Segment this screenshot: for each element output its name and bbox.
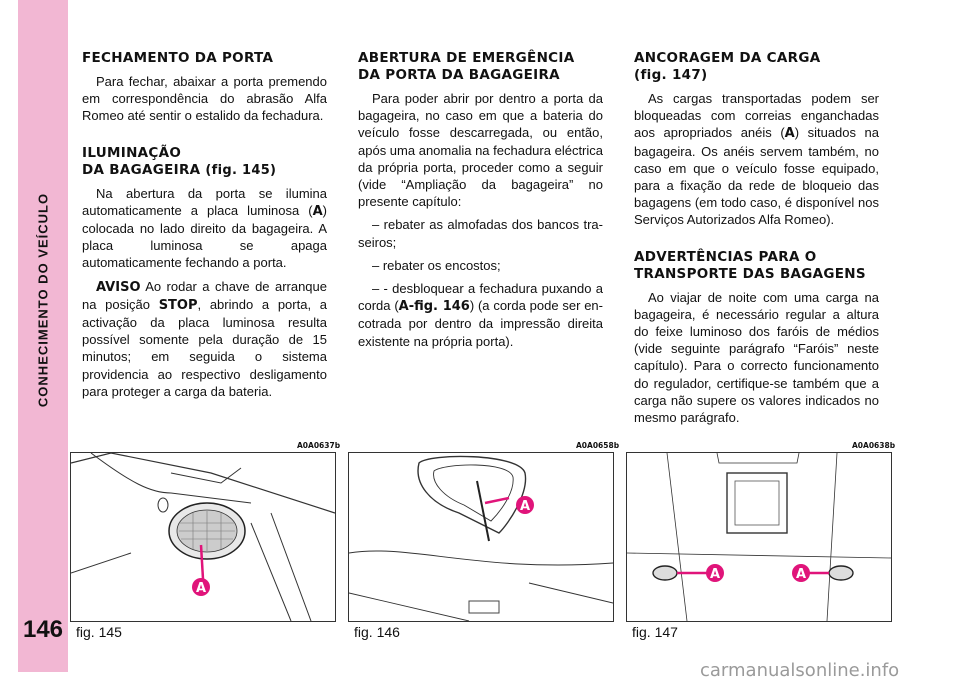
- callout-a: A: [709, 567, 721, 582]
- column-3: [634, 50, 879, 432]
- cargo-rings-illustration: [627, 453, 891, 621]
- figure-caption-146: fig. 146: [354, 624, 400, 640]
- section-sidebar: [18, 0, 68, 672]
- figure-146: [348, 452, 614, 622]
- paragraph-emergency-intro: Para poder abrir por dentro a porta da bagageira, no caso em que a bateria do veículo fosse descarregada, ou então, após uma anomalia na fechadura eléctrica da própria porta, proceder como a seguir (vide “Ampliação da bagageira” no presente capítulo:: [358, 91, 603, 210]
- figure-147: [626, 452, 892, 622]
- page-number: 146: [22, 616, 64, 643]
- figure-ref: (fig. 145): [205, 162, 277, 178]
- column-1: [82, 50, 327, 406]
- callout-a: A: [195, 581, 207, 596]
- luggage-light-illustration: [71, 453, 335, 621]
- paragraph-step-1: – rebater as almofadas dos bancos traseiros;: [358, 217, 603, 250]
- watermark: carmanualsonline.info: [700, 660, 900, 681]
- figure-code-147: A0A0638b: [852, 441, 896, 450]
- callout-a: A: [795, 567, 807, 582]
- figure-code-146: A0A0658b: [576, 441, 620, 450]
- figure-caption-145: fig. 145: [76, 624, 122, 640]
- figure-caption-147: fig. 147: [632, 624, 678, 640]
- figure-ref: (fig. 147): [634, 67, 708, 83]
- emergency-cord-illustration: [349, 453, 613, 621]
- heading-luggage-lighting: ILUMINAÇÃO DA BAGAGEIRA (fig. 145): [82, 144, 277, 178]
- column-2: [358, 50, 603, 356]
- paragraph-lighting: Na abertura da porta se ilumina automaticamente a placa luminosa (A) colocada no lado direito da bagageira. A placa luminosa se apaga automaticamente fechando a porta.: [82, 185, 327, 271]
- heading-cargo-anchoring: ANCORAGEM DA CARGA (fig. 147): [634, 50, 821, 83]
- paragraph-step-2: – rebater os encostos;: [372, 257, 501, 273]
- heading-luggage-warnings: ADVERTÊNCIAS PARA O TRANSPORTE DAS BAGAGENS: [634, 248, 866, 282]
- paragraph-door-closing: Para fechar, abaixar a porta premendo em correspondência do abrasão Alfa Romeo até sentir o estalido da fechadura.: [82, 74, 327, 124]
- figure-145: [70, 452, 336, 622]
- paragraph-warning: AVISO Ao rodar a chave de arranque na posição STOP, abrindo a porta, a activação da placa luminosa resulta possível somente pela duração de 15 minutos; em seguida o sistema providencia ao respectivo desligamento para proteger a carga da bateria.: [82, 278, 327, 399]
- section-title: CONHECIMENTO DO VEÍCULO: [35, 192, 51, 408]
- paragraph-luggage-warnings: Ao viajar de noite com uma carga na bagageira, é necessário regular a altura do feixe luminoso dos faróis de médios (vide seguinte parágrafo “Faróis” neste capítulo). Para o correcto funcionamento do regulador, certifique-se também que a carga não supere os valores indicados no mesmo parágrafo.: [634, 289, 879, 426]
- paragraph-step-3: – - desbloquear a fechadura puxando a corda (A-fig. 146) (a corda pode ser encotrada por dentro da impressão direita existente na própria porta).: [358, 281, 604, 349]
- callout-a: A: [519, 499, 531, 514]
- paragraph-anchoring: As cargas transportadas podem ser bloqueadas com correias enganchadas aos apropriados anéis (A) situados na bagageira. Os anéis servem também, no caso em que o veículo fosse equipado, para a fixação da rede de bloqueio das bagagens (em todo caso, é disponível nos Serviços Autorizados Alfa Romeo).: [634, 91, 880, 228]
- heading-door-closing: FECHAMENTO DA PORTA: [82, 50, 274, 66]
- figure-code-145: A0A0637b: [297, 441, 341, 450]
- heading-emergency-opening: ABERTURA DE EMERGÊNCIA DA PORTA DA BAGAGEIRA: [358, 50, 575, 83]
